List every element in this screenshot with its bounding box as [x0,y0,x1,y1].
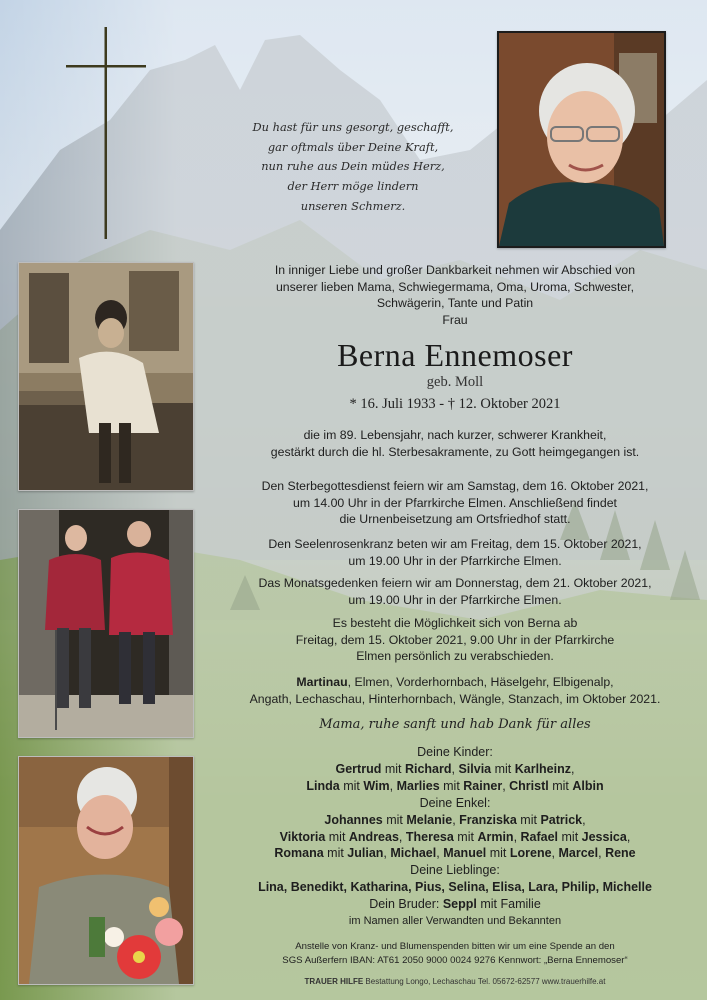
name-text: , [571,761,575,776]
cross-icon [66,27,146,239]
imprint [205,977,705,986]
intro-line: unserer lieben Mama, Schwiegermama, Oma, Uroma, Schwester, [275,279,635,294]
intro-line: Schwägerin, Tante und Patin [376,296,534,310]
service-line: um 14.00 Uhr in der Pfarrkirche Elmen. Anschließend findet [293,495,617,510]
name-text: mit [323,846,348,861]
places-first: Martinau [296,675,348,689]
name-text: , [502,778,510,793]
name-text: , [451,761,459,776]
name-text: , [389,778,397,793]
grandchildren-heading: Deine Enkel: [419,795,491,810]
name-text: mit [491,761,515,776]
name-text: mit [516,812,541,827]
name-text: Linda [306,778,340,793]
favorites-heading: Deine Lieblinge: [410,863,500,878]
service-rosary [205,536,705,569]
name-text: , [513,829,521,844]
service-line: die Urnenbeisetzung am Ortsfriedhof statt. [339,512,571,526]
name-text: mit [439,778,464,793]
flowers-photo [18,756,194,985]
notice-line: die im 89. Lebensjahr, nach kurzer, schwerer Krankheit, [303,428,607,442]
name-text: , [398,829,406,844]
notice-line: gestärkt durch die hl. Sterbesakramente, zu Gott heimgegangen ist. [270,444,640,459]
deceased-name: Berna Ennemoser [337,337,573,373]
brother-line [205,896,705,913]
name-text: Jessica [581,829,627,844]
poem-line: nun ruhe aus Dein müdes Herz, [261,159,445,174]
name-text: Christl [509,778,549,793]
name-text: Johannes [324,812,383,827]
places-date [205,674,705,707]
service-memorial [205,575,705,608]
life-dates: * 16. Juli 1933 - † 12. Oktober 2021 [349,396,561,412]
name-text: , [598,846,606,861]
donation-line: Anstelle von Kranz- und Blumenspenden bitten wir um eine Spende an den [295,941,615,952]
favorites-names: Lina, Benedikt, Katharina, Pius, Selina, Elisa, Lara, Philip, Michelle [258,880,652,895]
places-rest: , Elmen, Vorderhornbach, Häselgehr, Elbigenalp, [347,675,614,689]
service-farewell [205,615,705,665]
grandchildren-line [205,812,705,829]
intro-line: Frau [442,312,468,327]
service-line: Den Seelenrosenkranz beten wir am Freitag, dem 15. Oktober 2021, [268,537,642,551]
children-line [205,761,705,778]
name-text: Rainer [463,778,503,793]
name-text: Viktoria [279,829,326,844]
name-text: Armin [477,829,514,844]
born-name: geb. Moll [426,374,484,390]
service-line: um 19.00 Uhr in der Pfarrkirche Elmen. [348,592,562,607]
name-text: mit [548,778,573,793]
name-text: mit [382,812,407,827]
name-text: Michael [390,846,437,861]
donation-note [205,940,705,967]
name-text: Theresa [405,829,454,844]
name-text: Richard [404,761,452,776]
name-text: mit Familie [476,897,541,912]
family-list [205,744,705,930]
poem-line: unseren Schmerz. [300,198,406,213]
motto: Mama, ruhe sanft und hab Dank für alles [319,717,591,732]
name-text: Albin [572,778,604,793]
children-line [205,778,705,795]
name-text: mit [486,846,510,861]
name-text: mit [325,829,349,844]
service-funeral [205,478,705,528]
name-text: Marlies [396,778,440,793]
name-text: Manuel [443,846,487,861]
name-text: Seppl [442,897,477,912]
name-text: Andreas [348,829,399,844]
name-text: Wim [363,778,390,793]
places-line2: Angath, Lechaschau, Hinterhornbach, Wängle, Stanzach, im Oktober 2021. [249,691,661,706]
closing-line: im Namen aller Verwandten und Bekannten [348,915,562,928]
name-text: Romana [274,846,324,861]
name-text: , [626,829,631,844]
service-line: um 19.00 Uhr in der Pfarrkirche Elmen. [348,553,562,568]
grandchildren-line [205,845,705,862]
service-line: Das Monatsgedenken feiern wir am Donnerstag, dem 21. Oktober 2021, [258,576,652,590]
portrait-photo [497,31,666,248]
vintage-kitchen-photo [18,262,194,491]
grandchildren-line [205,829,705,846]
name-text: Gertrud [335,761,382,776]
name-text: Rafael [520,829,559,844]
donation-line: SGS Außerfern IBAN: AT61 2050 9000 0024 9276 Kennwort: „Berna Ennemoser“ [282,954,628,966]
name-text: mit [558,829,582,844]
service-line: Den Sterbegottesdienst feiern wir am Samstag, dem 16. Oktober 2021, [261,479,649,493]
name-text: Patrick [540,812,583,827]
name-text: mit [339,778,364,793]
children-heading: Deine Kinder: [417,745,493,759]
death-notice [205,427,705,460]
name-text: Lorene [509,846,552,861]
poem-line: Du hast für uns gesorgt, geschafft, [252,120,454,134]
name-text: , [383,846,391,861]
imprint-text: Bestattung Longo, Lechaschau Tel. 05672-62577 www.trauerhilfe.at [363,977,606,986]
name-text: Franziska [459,812,517,827]
name-text: Julian [347,846,384,861]
name-text: Marcel [558,846,599,861]
service-line: Freitag, dem 15. Oktober 2021, 9.00 Uhr in der Pfarrkirche [295,632,615,647]
name-text: Dein Bruder: [369,897,443,912]
name-text: Silvia [458,761,492,776]
name-text: , [452,812,460,827]
service-line: Elmen persönlich zu verabschieden. [356,649,554,663]
name-text: mit [453,829,478,844]
poem [222,118,484,217]
name-text: , [582,812,586,827]
name-text: , [436,846,444,861]
name-text: , [551,846,559,861]
intro-line: In inniger Liebe und großer Dankbarkeit nehmen wir Abschied von [274,263,636,277]
intro-text [205,262,705,328]
name-text: Karlheinz [514,761,571,776]
service-line: Es besteht die Möglichkeit sich von Berna ab [332,616,578,630]
name-text: Melanie [406,812,453,827]
couple-photo [18,509,194,738]
poem-line: der Herr möge lindern [287,179,419,194]
poem-line: gar oftmals über Deine Kraft, [267,139,439,154]
name-text: Rene [605,846,636,861]
imprint-brand: TRAUER HILFE [304,977,364,986]
name-text: mit [381,761,405,776]
